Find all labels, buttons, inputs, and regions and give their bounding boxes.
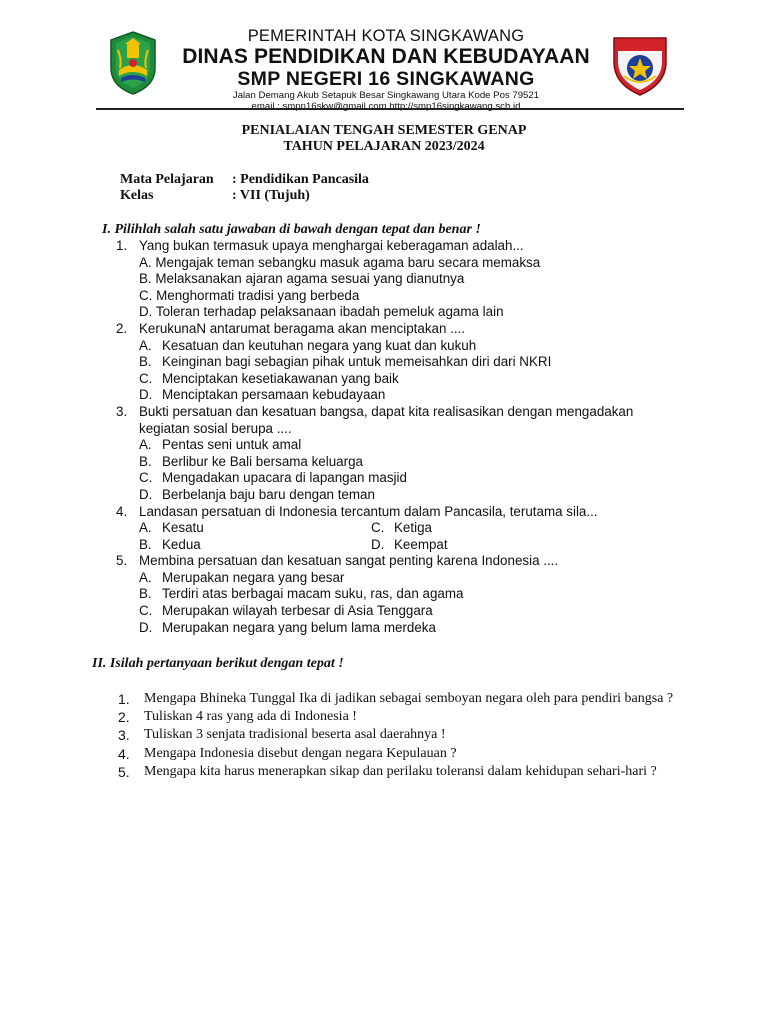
essay-question: [118, 690, 678, 708]
letterhead-text: [166, 22, 606, 112]
school-contact: email : smpn16skw@gmail.com http://smp16singkawang.sch.id: [251, 101, 521, 112]
option-key: D.: [371, 536, 385, 552]
question-number: 5.: [118, 763, 130, 780]
answer-option: [139, 437, 676, 454]
option-key: D.: [139, 387, 153, 403]
option-text: Menciptakan persamaan kebudayaan: [162, 387, 386, 403]
answer-option: [139, 387, 676, 404]
option-key: A.: [139, 437, 152, 453]
option-key: C.: [371, 520, 385, 536]
question: [116, 504, 676, 521]
option-key: B.: [139, 586, 152, 602]
school-address: Jalan Demang Akub Setapuk Besar Singkawang Utara Kode Pos 79521: [232, 90, 540, 101]
option-text: Berbelanja baju baru dengan teman: [162, 486, 375, 502]
option-key: B.: [139, 354, 152, 370]
answer-option: [139, 487, 676, 504]
option-text: Kesatuan dan keutuhan negara yang kuat dan kukuh: [162, 337, 477, 353]
answer-option-row: [139, 537, 676, 554]
question-number: 3.: [118, 727, 130, 744]
essay-question: [118, 708, 678, 726]
question-text: Yang bukan termasuk upaya menghargai keberagaman adalah...: [139, 238, 524, 253]
school-name: SMP NEGERI 16 SINGKAWANG: [237, 68, 535, 90]
answer-option: [139, 537, 369, 554]
option-text: Mengadakan upacara di lapangan masjid: [162, 470, 407, 486]
option-text: Merupakan wilayah terbesar di Asia Tenggara: [162, 603, 433, 619]
question-text: Mengapa Bhineka Tunggal Ika di jadikan sebagai semboyan negara oleh para pendiri bangsa ?: [144, 691, 674, 706]
question-text: Membina persatuan dan kesatuan sangat penting karena Indonesia ....: [139, 553, 559, 569]
option-text: Merupakan negara yang besar: [162, 569, 345, 585]
class-line: [120, 188, 310, 204]
question: [116, 321, 676, 338]
question-text: Mengapa kita harus menerapkan sikap dan perilaku toleransi dalam kehidupan sehari-hari ?: [144, 763, 657, 779]
essay-question: [118, 763, 678, 781]
option-key: C.: [139, 370, 153, 386]
option-text: Keempat: [394, 536, 448, 552]
answer-option: [139, 570, 676, 587]
question-text: Bukti persatuan dan kesatuan bangsa, dapat kita realisasikan dengan mengadakan kegiatan sosial berupa ....: [139, 403, 634, 436]
section-1-heading: I. Pilihlah salah satu jawaban di bawah dengan tepat dan benar !: [102, 222, 481, 237]
answer-option-row: [139, 520, 676, 537]
answer-option: [139, 470, 676, 487]
question-number: 4.: [118, 745, 130, 762]
essay-question: [118, 745, 678, 763]
question-number: 1.: [116, 238, 128, 253]
question-text: Tuliskan 3 senjata tradisional beserta asal daerahnya !: [144, 727, 446, 743]
option-key: B.: [139, 453, 152, 469]
answer-option: B. Melaksanakan ajaran agama sesuai yang dianutnya: [139, 271, 465, 287]
option-text: Menciptakan kesetiakawanan yang baik: [162, 370, 399, 386]
letterhead: [96, 22, 682, 114]
answer-option: C. Menghormati tradisi yang berbeda: [139, 287, 360, 303]
section-2-heading: II. Isilah pertanyaan berikut dengan tepat !: [92, 656, 344, 671]
letterhead-divider: [96, 108, 684, 110]
option-text: Kedua: [162, 536, 201, 552]
option-key: D.: [139, 619, 153, 635]
answer-option: [371, 520, 432, 537]
city-emblem-icon: [108, 30, 158, 96]
question-number: 1.: [118, 691, 130, 707]
question-text: KerukunaN antarumat beragama akan menciptakan ....: [139, 320, 466, 336]
answer-option: [139, 586, 676, 603]
option-text: Kesatu: [162, 520, 204, 536]
exam-title: PENIALAIAN TENGAH SEMESTER GENAP: [241, 123, 527, 138]
option-key: C.: [139, 603, 153, 619]
question: [116, 238, 676, 255]
option-key: A.: [139, 337, 152, 353]
answer-option: [139, 454, 676, 471]
option-text: Ketiga: [394, 520, 432, 536]
option-text: Keinginan bagi sebagian pihak untuk memeisahkan diri dari NKRI: [162, 354, 552, 370]
option-text: Berlibur ke Bali bersama keluarga: [162, 453, 363, 469]
government-name: PEMERINTAH KOTA SINGKAWANG: [247, 27, 525, 45]
class-label: Kelas: [120, 188, 154, 203]
option-text: Merupakan negara yang belum lama merdeka: [162, 619, 436, 635]
option-key: C.: [139, 470, 153, 486]
subject-line: [120, 172, 369, 188]
option-key: B.: [139, 536, 152, 552]
question-number: 2.: [118, 709, 130, 726]
essay-question: [118, 726, 678, 744]
answer-option: [139, 620, 676, 637]
answer-option: [139, 354, 676, 371]
subject-label: Mata Pelajaran: [120, 172, 214, 187]
question-number: 3.: [116, 403, 128, 419]
question-number: 5.: [116, 553, 128, 569]
essay-question-list: [118, 690, 678, 781]
question-text: Tuliskan 4 ras yang ada di Indonesia !: [144, 709, 357, 725]
school-logo-icon: [610, 32, 670, 98]
question-text: Mengapa Indonesia disebut dengan negara Kepulauan ?: [144, 745, 457, 761]
question-number: 2.: [116, 320, 128, 336]
academic-year: TAHUN PELAJARAN 2023/2024: [283, 139, 485, 154]
answer-option: [139, 338, 676, 355]
multiple-choice-list: [116, 238, 676, 636]
answer-option: [371, 537, 448, 554]
option-text: Terdiri atas berbagai macam suku, ras, dan agama: [162, 586, 464, 602]
subject-value: : Pendidikan Pancasila: [232, 172, 369, 187]
question-text: Landasan persatuan di Indonesia tercantum dalam Pancasila, terutama sila...: [139, 503, 598, 519]
class-value: : VII (Tujuh): [232, 188, 310, 203]
department-name: DINAS PENDIDIKAN DAN KEBUDAYAAN: [182, 45, 590, 68]
answer-option: [139, 371, 676, 388]
option-key: D.: [139, 486, 153, 502]
answer-option: [139, 603, 676, 620]
answer-option: D. Toleran terhadap pelaksanaan ibadah pemeluk agama lain: [139, 304, 504, 320]
answer-option: [139, 520, 369, 537]
option-key: A.: [139, 520, 152, 536]
question: [116, 553, 676, 570]
option-text: Pentas seni untuk amal: [162, 437, 302, 453]
answer-option: A. Mengajak teman sebangku masuk agama baru secara memaksa: [139, 254, 541, 270]
question-number: 4.: [116, 503, 128, 519]
option-key: A.: [139, 569, 152, 585]
question: [116, 404, 676, 437]
